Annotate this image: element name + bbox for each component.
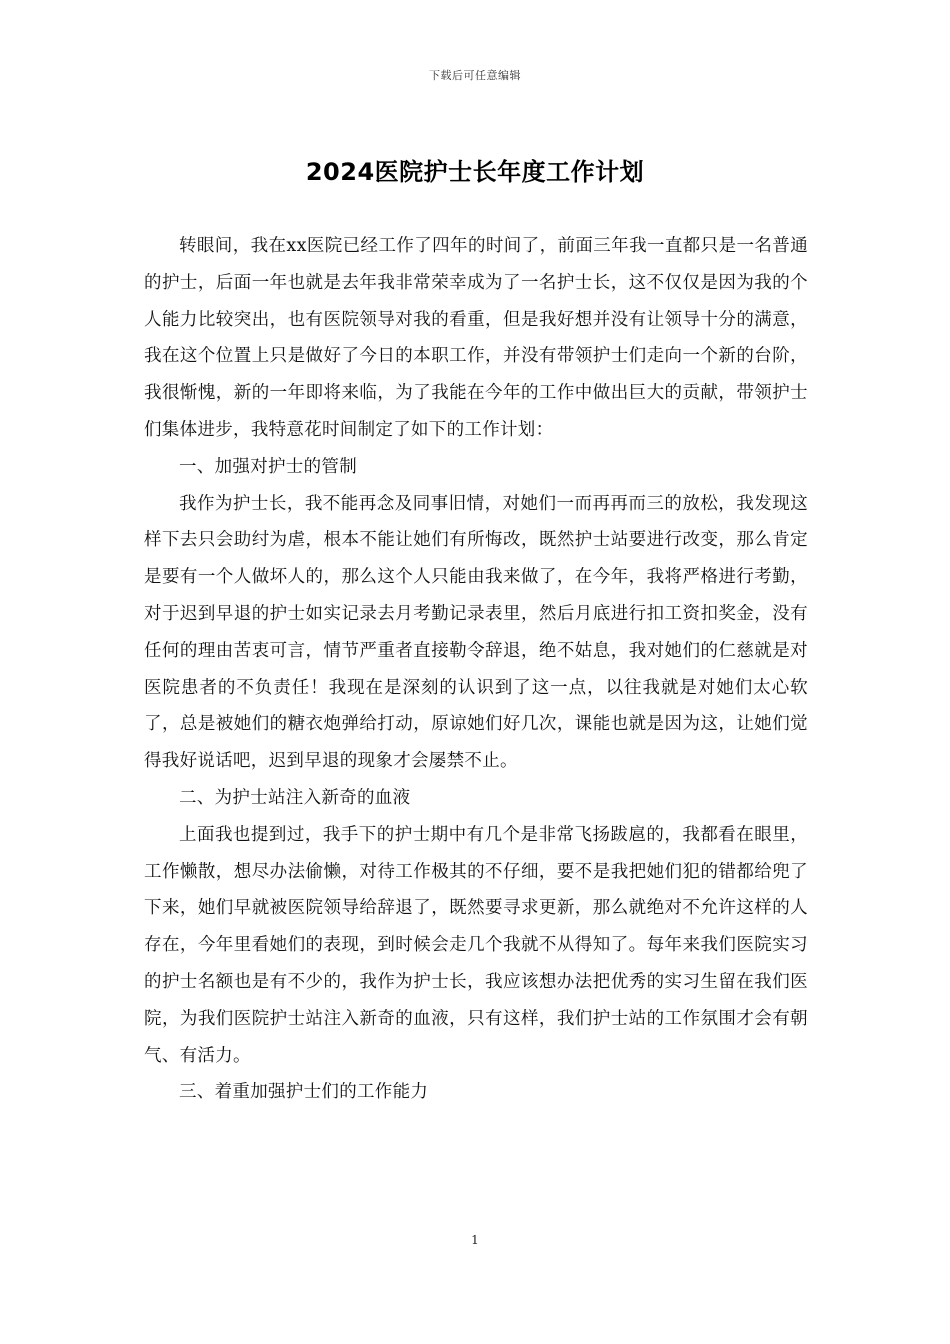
section-1-paragraph: 我作为护士长，我不能再念及同事旧情，对她们一而再再而三的放松，我发现这样下去只会助纣为虐，根本不能让她们有所悔改，既然护士站要进行改变，那么肯定是要有一个人做坏人的，那么这个人只能由我来做了，在今年，我将严格进行考勤，对于迟到早退的护士如实记录去月考勤记录表里，然后月底进行扣工资扣奖金，没有任何的理由苦衷可言，情节严重者直接勒令辞退，绝不姑息，我对她们的仁慈就是对医院患者的不负责任！我现在是深刻的认识到了这一点，以往我就是对她们太心软了，总是被她们的糖衣炮弹给打动，原谅她们好几次，课能也就是因为这，让她们觉得我好说话吧，迟到早退的现象才会屡禁不止。 [144, 493, 808, 772]
document-body [144, 228, 808, 1111]
document-title: 2024医院护士长年度工作计划 [305, 158, 645, 186]
header-note: 下载后可任意编辑 [429, 69, 521, 82]
section-2-paragraph: 上面我也提到过，我手下的护士期中有几个是非常飞扬跋扈的，我都看在眼里，工作懒散，想尽办法偷懒，对待工作极其的不仔细，要不是我把她们犯的错都给兜了下来，她们早就被医院领导给辞退了，既然要寻求更新，那么就绝对不允许这样的人存在，今年里看她们的表现，到时候会走几个我就不从得知了。每年来我们医院实习的护士名额也是有不少的，我作为护士长，我应该想办法把优秀的实习生留在我们医院，为我们医院护士站注入新奇的血液，只有这样，我们护士站的工作氛围才会有朝气、有活力。 [144, 824, 808, 1066]
section-heading-2: 二、为护士站注入新奇的血液 [179, 787, 411, 808]
section-heading-1: 一、加强对护士的管制 [179, 456, 357, 477]
page-number: 1 [471, 1233, 479, 1247]
section-heading-3: 三、着重加强护士们的工作能力 [179, 1082, 429, 1103]
intro-paragraph: 转眼间，我在xx医院已经工作了四年的时间了，前面三年我一直都只是一名普通的护士，后面一年也就是去年我非常荣幸成为了一名护士长，这不仅仅是因为我的个人能力比较突出，也有医院领导对我的看重，但是我好想并没有让领导十分的满意，我在这个位置上只是做好了今日的本职工作，并没有带领护士们走向一个新的台阶，我很惭愧，新的一年即将来临，为了我能在今年的工作中做出巨大的贡献，带领护士们集体进步，我特意花时间制定了如下的工作计划： [144, 236, 808, 440]
